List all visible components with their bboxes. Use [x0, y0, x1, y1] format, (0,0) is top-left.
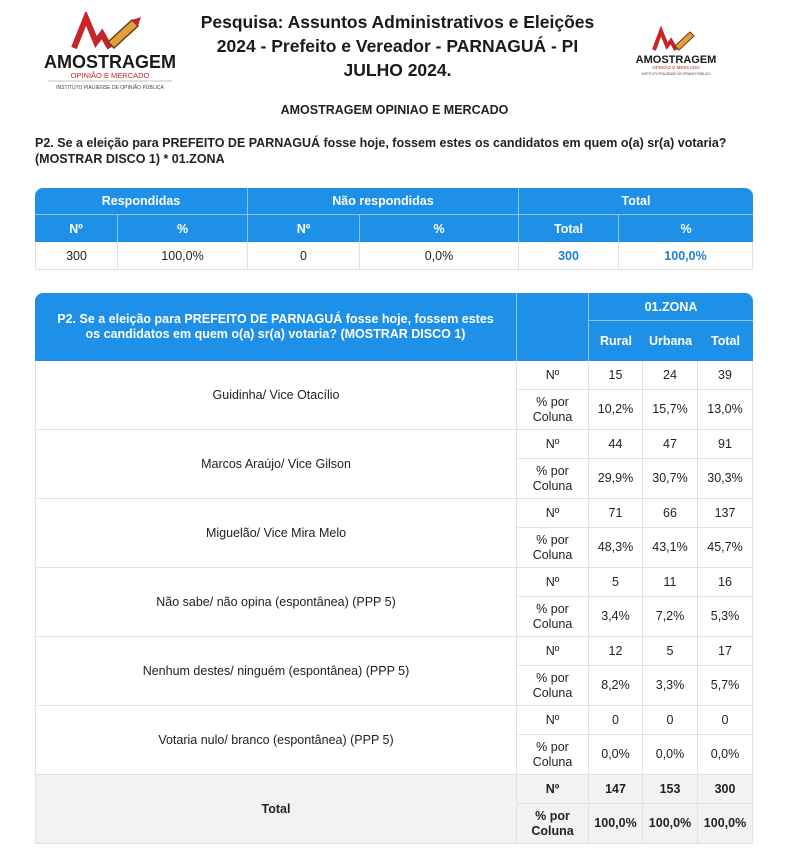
count-cell: 0: [589, 706, 643, 735]
title-line-2: 2024 - Prefeito e Vereador - PARNAGUÁ - PI: [216, 36, 579, 56]
pct-cell: 10,2%: [589, 390, 643, 430]
crosstab-question-header: P2. Se a eleição para PREFEITO DE PARNAGUÁ fosse hoje, fossem estes os candidatos em quem o(a) sr(a) votaria? (MOSTRAR DISCO 1): [35, 293, 517, 361]
report-title: [190, 10, 605, 82]
zone-header: 01.ZONA: [589, 293, 753, 321]
measure-label-pct: % por Coluna: [517, 528, 589, 568]
count-cell: 24: [643, 361, 698, 390]
pct-cell: 43,1%: [643, 528, 698, 568]
pct-cell: 100,0%: [698, 804, 753, 844]
count-cell: 0: [643, 706, 698, 735]
title-line-3: JULHO 2024.: [343, 60, 452, 80]
svg-text:INSTITUTO PIAUIENSE DE OPINIÃO: INSTITUTO PIAUIENSE DE OPINIÃO PÚBLICA: [56, 85, 164, 91]
col-header: Total: [519, 214, 619, 242]
pct-cell: 3,3%: [643, 666, 698, 706]
table-row: [35, 499, 753, 528]
measure-label-n: Nº: [517, 775, 589, 804]
col-header: %: [360, 214, 519, 242]
group-header-nao-respondidas: Não respondidas: [248, 188, 519, 214]
col-header: %: [118, 214, 248, 242]
svg-text:OPINIÃO E MERCADO: OPINIÃO E MERCADO: [70, 71, 150, 80]
amostragem-logo-small: [636, 26, 716, 78]
summary-cell: 0,0%: [360, 242, 519, 270]
pct-cell: 30,7%: [643, 459, 698, 499]
count-cell: 300: [698, 775, 753, 804]
pct-cell: 13,0%: [698, 390, 753, 430]
measure-label-n: Nº: [517, 637, 589, 666]
table-row: [35, 568, 753, 597]
count-cell: 66: [643, 499, 698, 528]
row-label: Guidinha/ Vice Otacílio: [35, 361, 517, 430]
count-cell: 17: [698, 637, 753, 666]
row-label: Votaria nulo/ branco (espontânea) (PPP 5): [35, 706, 517, 775]
group-header-respondidas: Respondidas: [35, 188, 248, 214]
measure-label-n: Nº: [517, 568, 589, 597]
count-cell: 5: [643, 637, 698, 666]
pct-cell: 48,3%: [589, 528, 643, 568]
svg-text:AMOSTRAGEM: AMOSTRAGEM: [44, 52, 176, 72]
count-cell: 5: [589, 568, 643, 597]
count-cell: 153: [643, 775, 698, 804]
summary-cell: 300: [35, 242, 118, 270]
pct-cell: 15,7%: [643, 390, 698, 430]
pct-cell: 100,0%: [643, 804, 698, 844]
measure-label-n: Nº: [517, 499, 589, 528]
measure-label-pct: % por Coluna: [517, 735, 589, 775]
summary-cell: 0: [248, 242, 360, 270]
pct-cell: 3,4%: [589, 597, 643, 637]
count-cell: 39: [698, 361, 753, 390]
count-cell: 47: [643, 430, 698, 459]
svg-text:INSTITUTO PIAUIENSE DE OPINIÃO: INSTITUTO PIAUIENSE DE OPINIÃO PÚBLICA: [641, 72, 711, 76]
count-cell: 137: [698, 499, 753, 528]
pct-cell: 0,0%: [698, 735, 753, 775]
pct-cell: 8,2%: [589, 666, 643, 706]
count-cell: 11: [643, 568, 698, 597]
col-header-rural: Rural: [589, 321, 643, 361]
col-header: Nº: [35, 214, 118, 242]
group-header-total: Total: [519, 188, 753, 214]
pct-cell: 30,3%: [698, 459, 753, 499]
pct-cell: 0,0%: [589, 735, 643, 775]
count-cell: 91: [698, 430, 753, 459]
row-label: Marcos Araújo/ Vice Gilson: [35, 430, 517, 499]
count-cell: 15: [589, 361, 643, 390]
summary-cell: 100,0%: [118, 242, 248, 270]
measure-label-pct: % por Coluna: [517, 666, 589, 706]
measure-label-n: Nº: [517, 706, 589, 735]
question-text: P2. Se a eleição para PREFEITO DE PARNAGUÁ fosse hoje, fossem estes os candidatos em quem o(a) sr(a) votaria? (MOSTRAR DISCO 1) * 01.ZONA: [35, 136, 727, 166]
count-cell: 12: [589, 637, 643, 666]
summary-table: [35, 188, 753, 270]
count-cell: 147: [589, 775, 643, 804]
amostragem-logo: [44, 12, 176, 92]
row-label: Total: [35, 775, 517, 844]
count-cell: 44: [589, 430, 643, 459]
pct-cell: 0,0%: [643, 735, 698, 775]
row-label: Nenhum destes/ ninguém (espontânea) (PPP 5): [35, 637, 517, 706]
svg-text:OPINIÃO E MERCADO: OPINIÃO E MERCADO: [652, 65, 700, 70]
pct-cell: 100,0%: [589, 804, 643, 844]
count-cell: 71: [589, 499, 643, 528]
pct-cell: 7,2%: [643, 597, 698, 637]
pct-cell: 5,3%: [698, 597, 753, 637]
pct-cell: 5,7%: [698, 666, 753, 706]
table-row: [35, 361, 753, 390]
measure-header-blank: [517, 293, 589, 361]
measure-label-n: Nº: [517, 430, 589, 459]
measure-label-n: Nº: [517, 361, 589, 390]
summary-cell-total-pct: 100,0%: [619, 242, 753, 270]
col-header-urbana: Urbana: [643, 321, 698, 361]
svg-text:AMOSTRAGEM: AMOSTRAGEM: [636, 54, 716, 66]
table-row: [35, 775, 753, 804]
pct-cell: 29,9%: [589, 459, 643, 499]
count-cell: 16: [698, 568, 753, 597]
measure-label-pct: % por Coluna: [517, 597, 589, 637]
row-label: Não sabe/ não opina (espontânea) (PPP 5): [35, 568, 517, 637]
table-row: [35, 706, 753, 735]
measure-label-pct: % por Coluna: [517, 390, 589, 430]
report-header: [0, 0, 789, 100]
row-label: Miguelão/ Vice Mira Melo: [35, 499, 517, 568]
measure-label-pct: % por Coluna: [517, 459, 589, 499]
count-cell: 0: [698, 706, 753, 735]
col-header-total: Total: [698, 321, 753, 361]
table-row: [35, 430, 753, 459]
measure-label-pct: % por Coluna: [517, 804, 589, 844]
crosstab-table: [35, 293, 753, 844]
col-header: Nº: [248, 214, 360, 242]
summary-cell-total: 300: [519, 242, 619, 270]
pct-cell: 45,7%: [698, 528, 753, 568]
table-row: [35, 637, 753, 666]
report-subtitle: AMOSTRAGEM OPINIAO E MERCADO: [280, 103, 509, 117]
title-line-1: Pesquisa: Assuntos Administrativos e Eleições: [200, 12, 595, 32]
col-header: %: [619, 214, 753, 242]
